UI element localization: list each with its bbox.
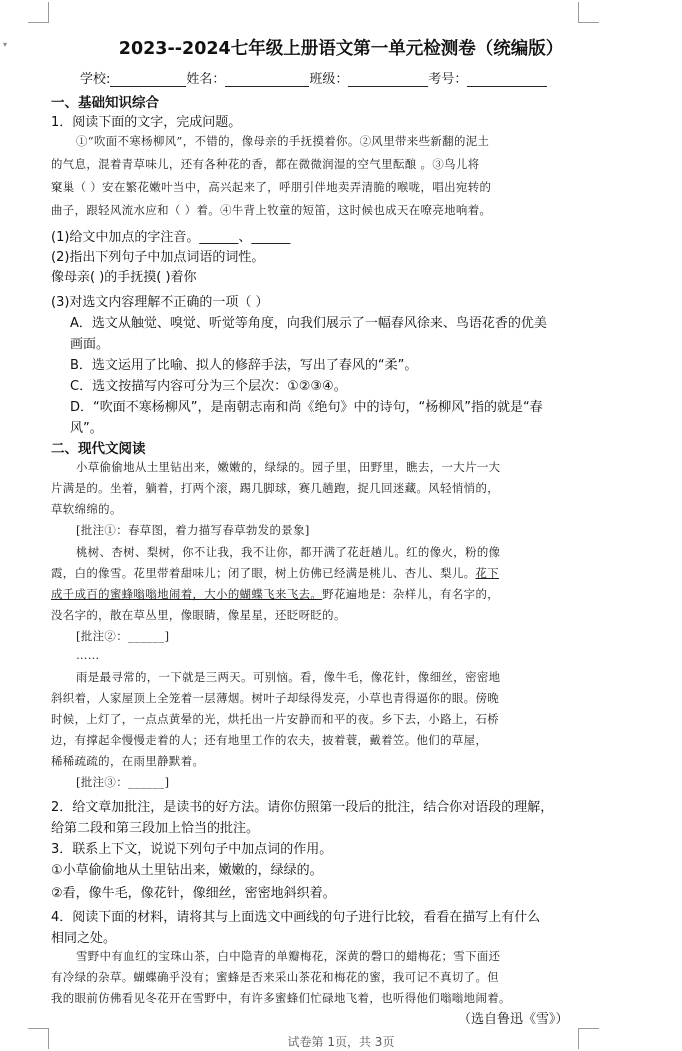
- q1-sub3: (3)对选文内容理解不正确的一项（ ）: [51, 295, 269, 310]
- ellipsis: ……: [76, 648, 100, 662]
- q1-sub1: (1)给文中加点的字注音。______、______: [51, 230, 291, 245]
- option-a: A．选文从触觉、嗅觉、听觉等角度，向我们展示了一幅春风徐来、鸟语花香的优美: [70, 316, 547, 331]
- passage-line: 稀稀疏疏的，在雨里静默着。: [51, 754, 205, 768]
- passage-line: 草软绵绵的。: [51, 502, 122, 516]
- name-label: 姓名：: [186, 72, 226, 87]
- class-label: 班级：: [309, 72, 349, 87]
- passage-line: 雨是最寻常的，一下就是三两天。可别恼。看，像牛毛，像花针，像细丝，密密地: [76, 670, 501, 684]
- class-field[interactable]: [348, 72, 428, 87]
- passage-line: 片满是的。坐着，躺着，打两个滚，踢几脚球，赛几趟跑，捉几回迷藏。风轻悄悄的，: [51, 481, 500, 495]
- q2-stem: 2．给文章加批注，是读书的好方法。请你仿照第一段后的批注，结合你对语段的理解，: [51, 800, 554, 815]
- passage-line: 时候，上灯了，一点点黄晕的光，烘托出一片安静而和平的夜。乡下去，小路上，石桥: [51, 712, 500, 726]
- q4-material-line: 我的眼前仿佛看见冬花开在雪野中，有许多蜜蜂们忙碌地飞着，也听得他们嗡嗡地闹着。: [51, 991, 511, 1005]
- q1-stem: 1．阅读下面的文字，完成问题。: [51, 115, 242, 130]
- annotation-2: [批注②：______]: [76, 629, 170, 643]
- q3-item-2: ②看，像牛毛，像花针，像细丝，密密地斜织着。: [51, 886, 336, 901]
- q4-material-line: 有冷绿的杂草。蝴蝶确乎没有；蜜蜂是否来采山茶花和梅花的蜜，我可记不真切了。但: [51, 970, 500, 984]
- q1-passage-line: 曲子，跟轻风流水应和（ ）着。④牛背上牧童的短笛，这时候也成天在嘹亮地响着。: [51, 203, 492, 217]
- passage-line: 没名字的，散在草丛里，像眼睛，像星星，还眨呀眨的。: [51, 608, 346, 622]
- page-footer: 试卷第 1页，共 3页: [287, 1035, 395, 1049]
- exam-no-field[interactable]: [467, 72, 547, 87]
- section-heading-2: 二、现代文阅读: [51, 441, 146, 457]
- annotation-1: [批注①：春草图，着力描写春草勃发的景象]: [76, 523, 310, 537]
- page-title: 2023--2024七年级上册语文第一单元检测卷（统编版）: [118, 39, 564, 59]
- q1-passage-line: ①“吹面不寒杨柳风”，不错的，像母亲的手抚摸着你。②风里带来些新翻的泥土: [76, 134, 490, 148]
- passage-line: 斜织着，人家屋顶上全笼着一层薄烟。树叶子却绿得发亮，小草也青得逼你的眼。傍晚: [51, 691, 500, 705]
- q4-source: （选自鲁迅《雪》）: [458, 1012, 569, 1027]
- exam-no-label: 考号：: [428, 72, 468, 87]
- option-d: D．“吹面不寒杨柳风”，是南朝志南和尚《绝句》中的诗句，“杨柳风”指的就是“春: [70, 400, 543, 415]
- underlined-sentence: 成千成百的蜜蜂嗡嗡地闹着，大小的蝴蝶飞来飞去。: [51, 587, 323, 601]
- student-info-line: [80, 68, 547, 87]
- q4-stem: 4．阅读下面的材料，请将其与上面选文中画线的句子进行比较，看看在描写上有什么: [51, 910, 541, 925]
- passage-line: 小草偷偷地从土里钻出来，嫩嫩的，绿绿的。园子里，田野里，瞧去，一大片一大: [76, 460, 501, 474]
- option-a-cont: 画面。: [70, 337, 110, 352]
- school-label: 学校:: [80, 72, 111, 87]
- annotation-3: [批注③：______]: [76, 775, 170, 789]
- passage-line: 成千成百的蜜蜂嗡嗡地闹着，大小的蝴蝶飞来飞去。野花遍地是：杂样儿，有名字的，: [51, 587, 500, 601]
- school-field[interactable]: [110, 72, 186, 87]
- passage-line: 边，有撑起伞慢慢走着的人；还有地里工作的农夫，披着蓑，戴着笠。他们的草屋，: [51, 733, 488, 747]
- q2-stem-cont: 给第二段和第三段加上恰当的批注。: [51, 821, 260, 836]
- q1-passage-line: 窠巢（ ）安在繁花嫩叶当中，高兴起来了，呼朋引伴地卖弄清脆的喉咙，唱出宛转的: [51, 180, 492, 194]
- q4-stem-cont: 相同之处。: [51, 931, 117, 946]
- q3-item-1: ①小草偷偷地从土里钻出来，嫩嫩的，绿绿的。: [51, 863, 323, 878]
- option-b: B．选文运用了比喻、拟人的修辞手法，写出了春风的“柔”。: [70, 358, 418, 373]
- option-d-cont: 风”。: [70, 421, 103, 436]
- option-c: C．选文按描写内容可分为三个层次：①②③④。: [70, 379, 347, 394]
- passage-line: 桃树、杏树、梨树，你不让我，我不让你，都开满了花赶趟儿。红的像火，粉的像: [76, 545, 501, 559]
- q4-material-line: 雪野中有血红的宝珠山茶，白中隐青的单瓣梅花，深黄的磬口的蜡梅花；雪下面还: [76, 949, 501, 963]
- q1-sub2: (2)指出下列句子中加点词语的词性。: [51, 250, 265, 265]
- anchor-marker-icon: ▾: [3, 40, 8, 49]
- section-heading-1: 一、基础知识综合: [51, 95, 159, 111]
- q1-passage-line: 的气息，混着青草味儿，还有各种花的香，都在微微润湿的空气里酝酿 。③鸟儿将: [51, 157, 480, 171]
- name-field[interactable]: [225, 72, 309, 87]
- underlined-sentence: 花下: [475, 566, 500, 580]
- passage-line: 霞，白的像雪。花里带着甜味儿；闭了眼，树上仿佛已经满是桃儿、杏儿、梨儿。花下: [51, 566, 500, 580]
- q1-sub2-sentence: 像母亲( )的手抚摸( )着你: [51, 270, 197, 285]
- crop-mark-top-left: [28, 2, 49, 23]
- q3-stem: 3．联系上下文，说说下列句子中加点词的作用。: [51, 842, 333, 857]
- crop-mark-top-right: [578, 2, 599, 23]
